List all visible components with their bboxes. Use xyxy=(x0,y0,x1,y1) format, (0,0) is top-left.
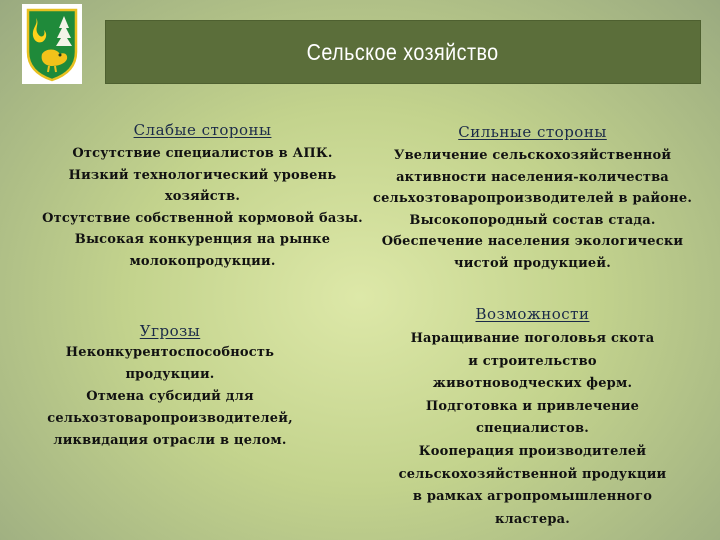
strengths-heading: Сильные стороны xyxy=(458,123,607,141)
opportunity-line: Кооперация производителей xyxy=(418,443,647,459)
opportunity-line: специалистов. xyxy=(476,421,589,437)
weakness-line: Отсутствие специалистов в АПК. xyxy=(72,146,333,161)
strength-line: Обеспечение населения экологически xyxy=(381,234,684,249)
strengths-section xyxy=(365,123,700,274)
weakness-line: Высокая конкуренция на рынке xyxy=(74,232,331,247)
opportunity-line: животноводческих ферм. xyxy=(432,376,633,392)
threat-line: Отмена субсидий для xyxy=(86,389,254,404)
strength-line: Увеличение сельскохозяйственной xyxy=(393,148,672,163)
threats-text xyxy=(40,342,300,452)
threat-line: Неконкурентоспособность xyxy=(65,345,275,360)
opportunities-section xyxy=(380,305,685,531)
threat-line: сельхозтоваропроизводителей, xyxy=(47,411,293,426)
weakness-line: Низкий технологический уровень xyxy=(68,167,337,183)
weakness-line: хозяйств. xyxy=(164,189,241,204)
weaknesses-text xyxy=(30,143,375,272)
threat-line: ликвидация отрасли в целом. xyxy=(53,433,287,448)
weaknesses-heading: Слабые стороны xyxy=(133,121,272,139)
opportunity-line: Наращивание поголовья скота xyxy=(410,331,655,346)
opportunity-line: кластера. xyxy=(494,511,571,527)
title-bar xyxy=(105,20,701,84)
coat-of-arms-icon xyxy=(22,4,82,84)
weakness-line: молокопродукции. xyxy=(129,253,276,269)
strength-line: сельхозтоваропроизводителей в районе. xyxy=(372,191,693,206)
threat-line: продукции. xyxy=(125,367,215,382)
strength-line: чистой продукцией. xyxy=(454,255,611,271)
opportunities-text xyxy=(380,328,685,531)
strengths-text xyxy=(365,145,700,274)
threats-heading: Угрозы xyxy=(139,322,201,340)
weakness-line: Отсутствие собственной кормовой базы. xyxy=(42,210,363,226)
opportunity-line: Подготовка и привлечение xyxy=(425,398,640,414)
threats-section xyxy=(40,322,300,452)
opportunity-line: сельскохозяйственной продукции xyxy=(398,466,667,482)
opportunities-heading: Возможности xyxy=(475,305,590,323)
weaknesses-section xyxy=(30,121,375,272)
strength-line: активности населения-количества xyxy=(396,169,669,185)
strength-line: Высокопородный состав стада. xyxy=(409,212,656,228)
opportunity-line: и строительство xyxy=(468,353,597,369)
opportunity-line: в рамках агропромышленного xyxy=(412,489,653,505)
page-title: Сельское хозяйство xyxy=(307,38,499,65)
